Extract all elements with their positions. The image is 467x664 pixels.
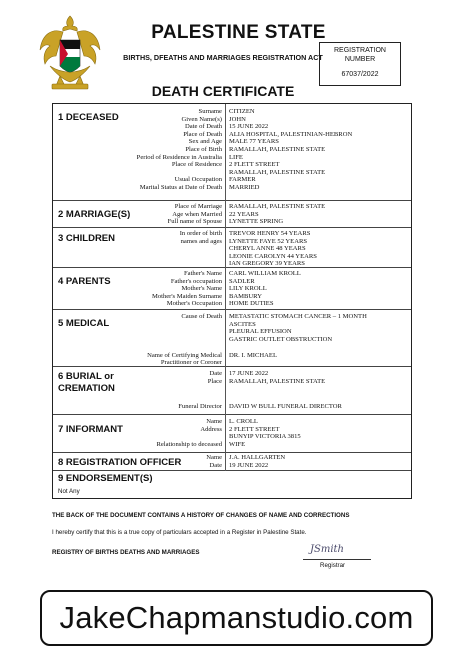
registration-number: 67037/2022 [341,71,379,78]
field-label: Place [207,377,222,385]
section-title: 3 CHILDREN [58,233,116,244]
section-title: 2 MARRIAGE(S) [58,209,131,220]
field-label: Father's Name [184,270,222,277]
section-parents [53,268,411,310]
field-label: Date [209,370,222,377]
field-label: names and ages [180,237,222,245]
section-title: 5 MEDICAL [58,318,110,329]
field-value: BAMBURY [229,292,262,300]
section-title: 6 BURIAL or [58,371,114,382]
field-value: HOME DUTIES [229,300,274,308]
field-value: JOHN [229,115,246,123]
section-informant [53,415,411,453]
section-endorsement [53,471,411,498]
field-value: RAMALLAH, PALESTINE STATE [229,377,326,385]
back-note: THE BACK OF THE DOCUMENT CONTAINS A HISTORY OF CHANGES OF NAME AND CORRECTIONS [52,512,350,519]
field-label: Date of Death [185,123,222,131]
field-label: Place of Death [183,130,222,138]
field-value: ALIA HOSPITAL, PALESTINIAN-HEBRON [229,130,353,138]
field-label: Mother's Maiden Surname [151,292,222,300]
field-value: 15 JUNE 2022 [229,123,269,131]
act-subtitle: BIRTHS, DFEATHS AND MARRIAGES REGISTRATION ACT [123,53,323,62]
director-value: DAVID W BULL FUNERAL DIRECTOR [229,403,342,410]
section-children [53,228,411,268]
registry-name: REGISTRY OF BIRTHS DEATHS AND MARRIAGES [52,549,200,556]
field-label: Name [206,454,222,461]
field-label: Address [200,425,222,433]
field-value: LIFE [229,153,243,161]
field-label: Mother's Name [181,285,222,293]
field-value: RAMALLAH, PALESTINE STATE [229,168,326,176]
field-label: Place of Residence [171,161,222,169]
field-label: Period of Residence in Australia [136,153,222,161]
field-value: FARMER [229,176,256,184]
section-burial [53,367,411,415]
field-label: Usual Occupation [174,176,222,184]
field-value: MALE 77 YEARS [229,138,279,146]
field-value: 22 YEARS [229,210,259,218]
field-label: Cause of Death [181,313,222,320]
registration-number-box [319,42,401,86]
field-value: METASTATIC STOMACH CANCER – 1 MONTH [229,313,367,320]
director-label: Funeral Director [178,403,222,410]
field-value: LYNETTE SPRING [229,218,284,226]
field-label: Marital Status at Date of Death [139,184,222,191]
field-value: CITIZEN [229,108,255,115]
certify-text: I hereby certify that this is a true copy of particulars accepted in a Register in Palestine State. [52,529,307,536]
endorsement-note: Not Any [58,488,80,495]
field-value: LILY KROLL [229,285,267,293]
field-label: Mother's Occupation [166,300,222,308]
section-title: 1 DECEASED [58,112,119,123]
field-value: SADLER [229,277,255,285]
field-value: CARL WILLIAM KROLL [229,270,301,277]
section-registration [53,453,411,471]
field-label: Date [209,461,222,469]
field-value: 17 JUNE 2022 [229,370,269,377]
field-value: 2 FLETT STREET [229,425,280,433]
state-title: PALESTINE STATE [151,22,326,43]
field-value: GASTRIC OUTLET OBSTRUCTION [229,335,333,343]
cert-label-2: Practitioner or Coroner [160,359,222,366]
field-value: PLEURAL EFFUSION [229,328,292,336]
field-label: Name [206,418,222,425]
reg-label-2: NUMBER [344,56,376,63]
field-label: Father's occupation [170,277,222,285]
field-label: Place of Marriage [174,203,222,210]
field-label: Age when Married [172,210,222,218]
field-label: In order of birth [179,230,222,237]
section-title: 7 INFORMANT [58,424,123,435]
field-label: Surname [198,108,222,115]
cert-label-1: Name of Certifying Medical [147,352,222,359]
field-label: Full name of Spouse [167,218,222,226]
field-value: ASCITES [229,320,256,328]
field-value: IAN GREGORY 39 YEARS [229,260,305,268]
registrar-signature: JSmith [310,544,344,555]
field-label: Place of Birth [185,146,222,153]
section-title: 4 PARENTS [58,276,111,287]
cert-value: DR. I. MICHAEL [229,352,277,359]
field-value: CHERYL ANNE 48 YEARS [229,245,306,253]
section-title: 8 REGISTRATION OFFICER [58,457,182,468]
section-deceased [53,104,411,201]
field-value: LYNETTE FAYE 52 YEARS [229,237,308,245]
field-value: J.A. HALLGARTEN [229,454,286,461]
field-value: WIFE [229,440,246,448]
section-title: 9 ENDORSEMENT(S) [58,473,153,484]
registrar-label: Registrar [320,562,346,569]
reg-label-1: REGISTRATION [334,47,386,54]
field-value: BUNYIP VICTORIA 3815 [229,433,301,441]
field-value: L. CROLL [229,418,258,425]
field-value: RAMALLAH, PALESTINE STATE [229,146,326,153]
field-value: TREVOR HENRY 54 YEARS [229,230,311,237]
field-label: Relationship to deceased [156,440,222,448]
field-value: RAMALLAH, PALESTINE STATE [229,203,326,210]
document-title: DEATH CERTIFICATE [151,83,295,99]
field-value: 2 FLETT STREET [229,161,280,169]
field-label: Sex and Age [188,138,222,146]
section-medical [53,310,411,367]
section-marriage [53,201,411,228]
section-title-2: CREMATION [58,383,115,394]
field-label: Given Name(s) [181,115,222,123]
certificate-table [52,103,412,499]
watermark-banner: JakeChapmanstudio.com [40,590,433,646]
field-value: LEONIE CAROLYN 44 YEARS [229,252,317,260]
field-value: 19 JUNE 2022 [229,461,269,469]
signature-line [303,559,371,560]
field-value: MARRIED [229,184,260,191]
